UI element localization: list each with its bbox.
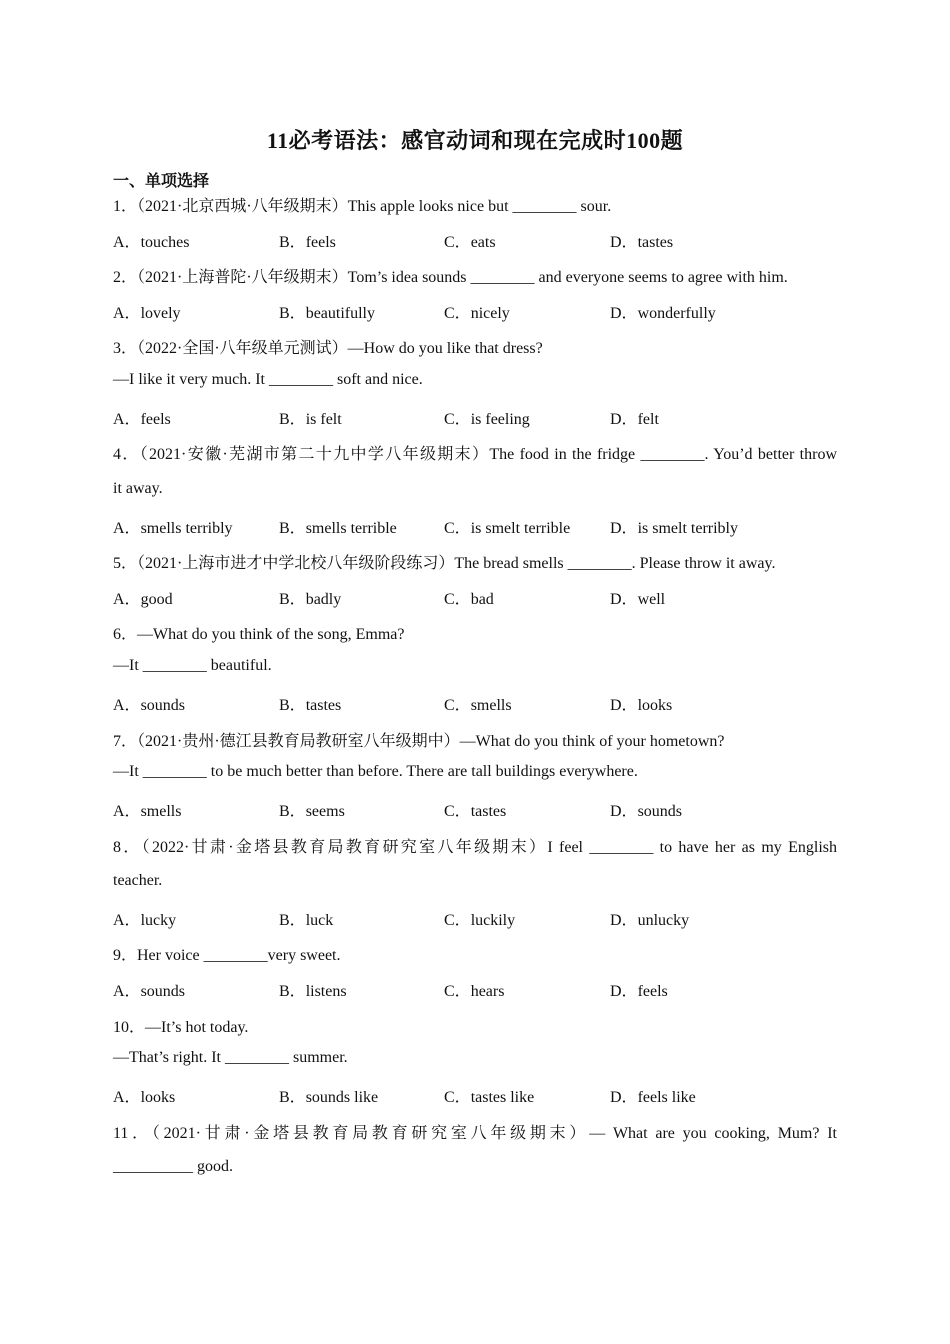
question-1-stem: 1．（2021·北京西城·八年级期末）This apple looks nice but ________ sour. [113,198,612,215]
option-c: C．bad [444,591,494,608]
option-a: A．sounds [113,697,186,714]
option-c: C．hears [444,983,505,1000]
option-c: C．smells [444,697,512,714]
option-b: B．listens [279,983,347,1000]
option-a: A．sounds [113,983,186,1000]
option-b: B．seems [279,803,345,820]
option-d: D．tastes [610,234,674,251]
question-9-stem: 9．Her voice ________very sweet. [113,947,341,964]
question-11-stem-line-2: __________ good. [113,1158,233,1175]
question-6-stem: 6．—What do you think of the song, Emma? [113,626,405,643]
question-8-stem: 8．（2022·甘肃·金塔县教育局教育研究室八年级期末）I feel ________ to have her as my English [113,839,837,856]
option-b: B．is felt [279,411,342,428]
option-d: D．is smelt terribly [610,520,738,537]
question-11-stem: 11．（2021·甘肃·金塔县教育局教育研究室八年级期末）— What are you cooking, Mum? It [113,1125,837,1142]
option-b: B．smells terrible [279,520,397,537]
question-7-stem: 7．（2021·贵州·德江县教育局教研室八年级期中）—What do you think of your hometown? [113,733,725,750]
question-10-stem-line-2: —That’s right. It ________ summer. [113,1049,348,1066]
question-4-stem: 4．（2021·安徽·芜湖市第二十九中学八年级期末）The food in the fridge ________. You’d better throw [113,446,837,463]
option-d: D．unlucky [610,912,690,929]
page-title: 11必考语法：感官动词和现在完成时100题 [266,128,684,153]
question-3-options [113,406,837,428]
option-d: D．sounds [610,803,683,820]
option-b: B．feels [279,234,336,251]
option-b: B．badly [279,591,342,608]
question-4-options [113,515,837,537]
question-1-options [113,229,837,251]
option-a: A．feels [113,411,171,428]
option-a: A．looks [113,1089,176,1106]
option-a: A．lovely [113,305,181,322]
option-b: B．sounds like [279,1089,379,1106]
question-8-options [113,907,837,929]
question-10-stem: 10．—It’s hot today. [113,1019,249,1036]
option-d: D．feels [610,983,668,1000]
question-3-stem: 3．（2022·全国·八年级单元测试）—How do you like that dress? [113,340,543,357]
option-c: C．is feeling [444,411,530,428]
option-d: D．looks [610,697,673,714]
option-c: C．tastes like [444,1089,535,1106]
option-c: C．luckily [444,912,516,929]
question-6-options [113,692,837,714]
question-8-stem-line-2: teacher. [113,872,163,889]
question-2-stem: 2．（2021·上海普陀·八年级期末）Tom’s idea sounds ________ and everyone seems to agree with him. [113,269,788,286]
option-a: A．smells terribly [113,520,233,537]
option-c: C．tastes [444,803,507,820]
option-b: B．tastes [279,697,342,714]
question-7-stem-line-2: —It ________ to be much better than before. There are tall buildings everywhere. [113,763,638,780]
option-d: D．well [610,591,666,608]
option-d: D．felt [610,411,659,428]
option-a: A．smells [113,803,182,820]
question-10-options [113,1084,837,1106]
option-a: A．touches [113,234,190,251]
question-3-stem-line-2: —I like it very much. It ________ soft and nice. [113,371,423,388]
option-c: C．nicely [444,305,510,322]
question-6-stem-line-2: —It ________ beautiful. [113,657,272,674]
option-c: C．eats [444,234,496,251]
question-4-stem-line-2: it away. [113,480,163,497]
option-d: D．wonderfully [610,305,716,322]
section-heading: 一、单项选择 [113,173,210,190]
question-7-options [113,798,837,820]
option-b: B．luck [279,912,334,929]
question-5-options [113,586,837,608]
option-a: A．good [113,591,173,608]
option-d: D．feels like [610,1089,696,1106]
question-5-stem: 5．（2021·上海市进才中学北校八年级阶段练习）The bread smells ________. Please throw it away. [113,555,776,572]
option-b: B．beautifully [279,305,375,322]
question-2-options [113,300,837,322]
question-9-options [113,978,837,1000]
option-c: C．is smelt terrible [444,520,571,537]
option-a: A．lucky [113,912,177,929]
